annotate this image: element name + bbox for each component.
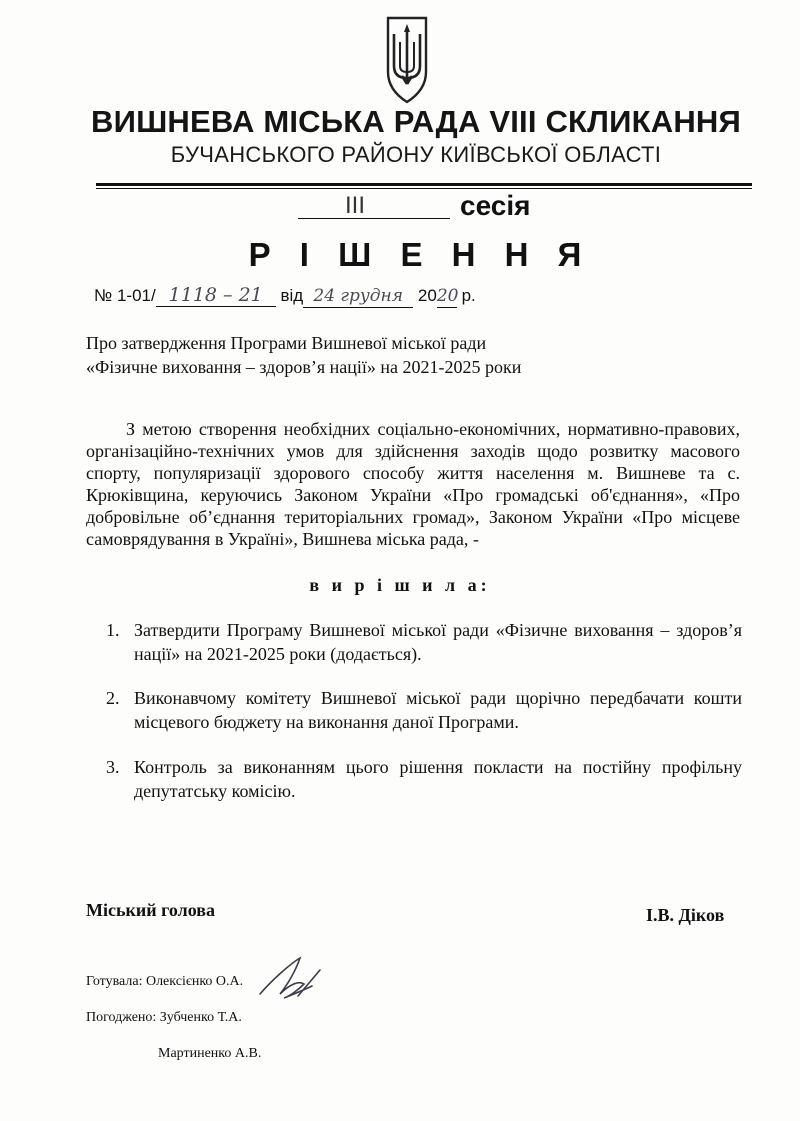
mayor-title: Міський голова <box>86 900 215 920</box>
resolution-item <box>106 686 742 734</box>
decision-number-prefix: № 1-01/ <box>94 286 156 305</box>
year-prefix: 20 <box>417 286 437 305</box>
item-number: 3. <box>106 757 120 777</box>
year-suffix: р. <box>461 286 476 305</box>
resolved-heading: в и р і ш и л а: <box>309 575 491 595</box>
decision-number-line <box>94 284 476 308</box>
mayor-name: І.В. Діков <box>646 905 725 925</box>
header-divider-thick <box>96 183 752 186</box>
session-underline <box>298 218 450 219</box>
header-divider-thin <box>96 188 752 189</box>
district-subtitle: БУЧАНСЬКОГО РАЙОНУ КИЇВСЬКОЇ ОБЛАСТІ <box>170 142 662 167</box>
handwritten-signature-icon <box>250 950 324 1012</box>
prepared-by: Готувала: Олексієнко О.А. <box>86 974 244 989</box>
item-number: 1. <box>106 620 120 640</box>
item-text: Виконавчому комітету Вишневої міської ради щорічно передбачати кошти місцевого бюджету на виконання даної Програми. <box>134 688 742 732</box>
decision-number-handwritten: 1118 – 21 <box>156 284 276 307</box>
council-title: ВИШНЕВА МІСЬКА РАДА VIII СКЛИКАННЯ <box>91 104 741 139</box>
subject-line-1: Про затвердження Програми Вишневої міської ради <box>86 333 487 353</box>
session-number: III <box>344 192 365 219</box>
item-number: 2. <box>106 688 120 708</box>
item-text: Контроль за виконанням цього рішення покласти на постійну профільну депутатську комісію. <box>134 757 742 801</box>
resolution-item <box>106 618 742 666</box>
year-handwritten: 20 <box>436 286 459 306</box>
decision-date-handwritten: 24 грудня <box>303 285 413 308</box>
preamble-paragraph: З метою створення необхідних соціально-економічних, нормативно-правових, організаційно-технічних умов для здійснення заходів щодо розвитку масового спорту, популяризації здорового способу життя населення м. Вишневе та с. Крюківщина, керуючись Законом України «Про громадські об'єднання», «Про добровільне об’єднання територіальних громад», Законом України «Про місцеве самоврядування в Україні», Вишнева міська рада, - <box>86 419 740 549</box>
from-label: від <box>280 286 304 305</box>
agreed-by: Погоджено: Зубченко Т.А. <box>86 1010 242 1025</box>
trident-coat-of-arms-icon <box>382 14 432 106</box>
session-label: сесія <box>460 190 531 221</box>
document-type-heading: Р І Ш Е Н Н Я <box>248 236 592 273</box>
subject-line-2: «Фізичне виховання – здоров’я нації» на 2021-2025 роки <box>86 357 522 377</box>
agreed-by-second: Мартиненко А.В. <box>158 1046 262 1061</box>
decision-subject <box>86 331 606 379</box>
item-text: Затвердити Програму Вишневої міської ради «Фізичне виховання – здоров’я нації» на 2021-2025 роки (додається). <box>134 620 742 664</box>
resolution-item <box>106 755 742 803</box>
